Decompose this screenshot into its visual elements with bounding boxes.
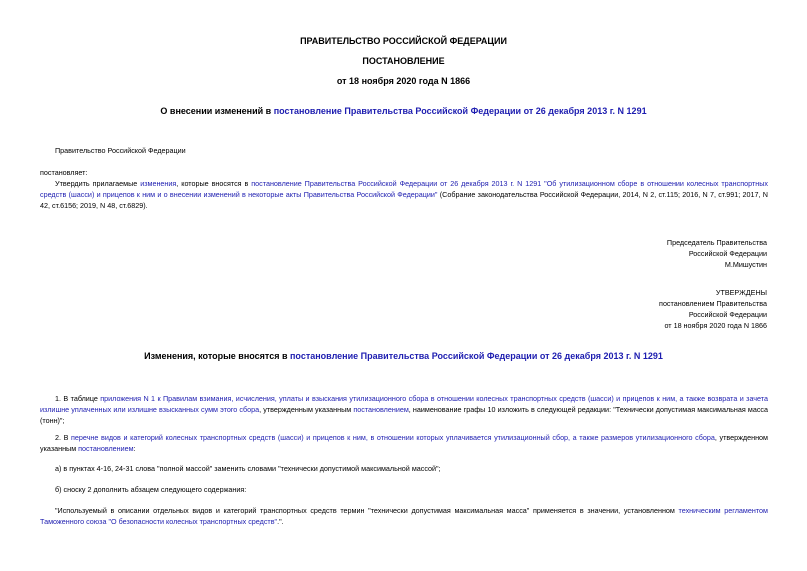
changes-title-link[interactable]: постановление Правительства Российской Федерации от 26 декабря 2013 г. N 1291 [290,351,663,361]
list-link[interactable]: перечне видов и категорий колесных транспортных средств (шасси) и прицепов к ним, в отношении которых уплачивается утилизационный сбор, а также размеров утилизационного сбора [71,433,715,442]
approval-heading: УТВЕРЖДЕНЫ [715,288,767,297]
resolution-link[interactable]: постановлением [353,405,409,414]
approval-block [467,287,767,331]
subject-prefix: О внесении изменений в [160,106,274,116]
sub-item-b: б) сноску 2 дополнить абзацем следующего содержания: [55,485,247,494]
government-title: ПРАВИТЕЛЬСТВО РОССИЙСКОЙ ФЕДЕРАЦИИ [300,36,507,46]
resolution-link-2[interactable]: постановлением [78,444,134,453]
changes-title: Изменения, которые вносятся в постановление Правительства Российской Федерации от 26 декабря 2013 г. N 1291 [144,351,663,361]
sub-item-a: а) в пунктах 4-16, 24-31 слова "полной массой" заменить словами "технически допустимой максимальной массой"; [55,464,441,473]
signature-name: М.Мишустин [724,260,767,269]
document-date-number: от 18 ноября 2020 года N 1866 [336,76,471,86]
document-type: ПОСТАНОВЛЕНИЕ [362,56,445,66]
change-item-2: 2. В перечне видов и категорий колесных транспортных средств (шасси) и прицепов к ним, в отношении которых уплачивается утилизационный сбор, а также размеров утилизационного сбора, утвержденном указанным постановлением: [40,433,768,453]
changes-link[interactable]: изменения [140,179,177,188]
appendix-1-link[interactable]: приложения N 1 к Правилам взимания, исчисления, уплаты и взыскания утилизационного сбора в отношении колесных транспортных средств (шасси) и прицепов к ним, а также возврата и зачета излишне уплаченных или излишне взысканных сумм этого сбора [40,394,768,414]
document-subject [0,106,807,116]
resolution-1291-link[interactable]: постановление Правительства Российской Федерации от 26 декабря 2013 г. N 1291 "Об утилизационном сборе в отношении колесных транспортных средств (шасси) и прицепов к ним и о внесении изменений в некоторые акты Правительства Российской Федерации" [40,179,768,199]
decision-paragraph: Утвердить прилагаемые изменения, которые вносятся в постановление Правительства Российской Федерации от 26 декабря 2013 г. N 1291 "Об утилизационном сборе в отношении колесных транспортных средств (шасси) и прицепов к ним и о внесении изменений в некоторые акты Правительства Российской Федерации" (Собрание законодательства Российской Федерации, 2014, N 2, ст.115; 2016, N 7, ст.991; 2017, N 42, ст.6156; 2019, N 48, ст.6829). [40,179,769,210]
signature-country: Российской Федерации [688,249,767,258]
footnote-quote: "Используемый в описании отдельных видов и категорий транспортных средств термин "технически допустимая максимальная масса" применяется в значении, установленном техническим регламентом Таможенного союза "О безопасности колесных транспортных средств".". [40,506,768,526]
signature-block [467,237,767,270]
decides-label: постановляет: [40,168,88,177]
approval-date: от 18 ноября 2020 года N 1866 [664,321,767,330]
approval-line-3: Российской Федерации [688,310,767,319]
change-item-1: 1. В таблице приложения N 1 к Правилам взимания, исчисления, уплаты и взыскания утилизационного сбора в отношении колесных транспортных средств (шасси) и прицепов к ним, а также возврата и зачета излишне уплаченных или излишне взысканных сумм этого сбора, утвержденным указанным постановлением, наименование графы 10 изложить в следующей редакции: "Технически допустимая максимальная масса (тонн)"; [40,394,769,425]
issuer: Правительство Российской Федерации [55,146,186,155]
signature-position: Председатель Правительства [666,238,767,247]
subject-link[interactable]: постановление Правительства Российской Федерации от 26 декабря 2013 г. N 1291 [273,106,647,116]
tech-regulation-link[interactable]: техническим регламентом Таможенного союза "О безопасности колесных транспортных средств" [40,506,768,526]
approval-line-2: постановлением Правительства [659,299,767,308]
